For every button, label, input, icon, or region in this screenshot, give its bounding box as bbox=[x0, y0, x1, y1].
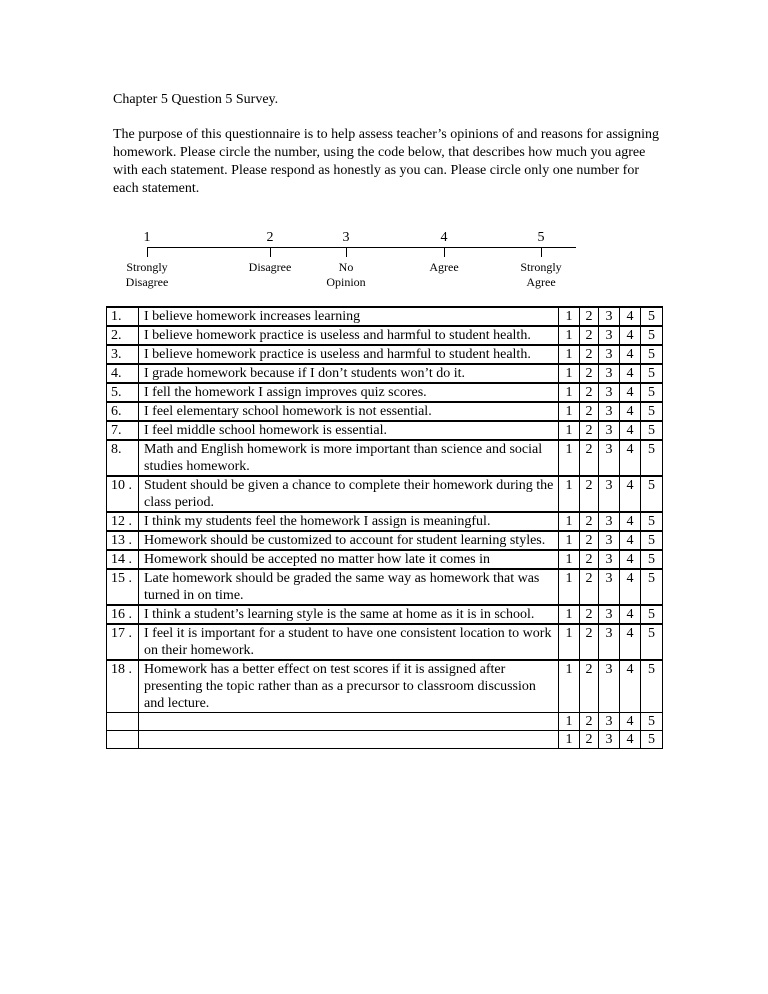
statement-text bbox=[139, 713, 559, 731]
table-row bbox=[107, 402, 663, 421]
rating-choice-2[interactable]: 2 bbox=[580, 364, 599, 383]
rating-choice-3[interactable]: 3 bbox=[599, 531, 620, 550]
table-row bbox=[107, 550, 663, 569]
statement-number: 7. bbox=[107, 421, 139, 440]
rating-choice-5[interactable]: 5 bbox=[641, 624, 663, 660]
scale-label-5: Strongly Agree bbox=[520, 260, 562, 289]
statement-number: 8. bbox=[107, 440, 139, 476]
table-row bbox=[107, 731, 663, 749]
rating-choice-1[interactable]: 1 bbox=[559, 326, 580, 345]
scale-number-5: 5 bbox=[537, 230, 545, 245]
rating-choice-1[interactable]: 1 bbox=[559, 364, 580, 383]
statement-text: I fell the homework I assign improves quiz scores. bbox=[139, 383, 559, 402]
rating-choice-2[interactable]: 2 bbox=[580, 605, 599, 624]
scale-tick-3 bbox=[346, 247, 347, 257]
scale-tick-4 bbox=[444, 247, 445, 257]
statement-number: 16 . bbox=[107, 605, 139, 624]
rating-choice-4[interactable]: 4 bbox=[620, 512, 641, 531]
rating-choice-3[interactable]: 3 bbox=[599, 383, 620, 402]
rating-choice-5[interactable]: 5 bbox=[641, 731, 663, 749]
rating-choice-3[interactable]: 3 bbox=[599, 476, 620, 512]
statement-number: 3. bbox=[107, 345, 139, 364]
table-row bbox=[107, 713, 663, 731]
rating-choice-5[interactable]: 5 bbox=[641, 476, 663, 512]
rating-choice-3[interactable]: 3 bbox=[599, 605, 620, 624]
statement-text: I believe homework practice is useless and harmful to student health. bbox=[139, 345, 559, 364]
rating-choice-1[interactable]: 1 bbox=[559, 660, 580, 713]
rating-choice-4[interactable]: 4 bbox=[620, 531, 641, 550]
statement-number: 4. bbox=[107, 364, 139, 383]
rating-choice-4[interactable]: 4 bbox=[620, 731, 641, 749]
rating-choice-2[interactable]: 2 bbox=[580, 421, 599, 440]
rating-choice-5[interactable]: 5 bbox=[641, 713, 663, 731]
statement-number: 1. bbox=[107, 307, 139, 326]
table-row bbox=[107, 512, 663, 531]
statement-text: Homework should be accepted no matter how late it comes in bbox=[139, 550, 559, 569]
survey-instructions: The purpose of this questionnaire is to help assess teacher’s opinions of and reasons for assigning homework. Please circle the number, using the code below, that describes how much you agree with each statement. Please respond as honestly as you can. Please circle only one number for each statement. bbox=[113, 127, 660, 196]
rating-choice-1[interactable]: 1 bbox=[559, 531, 580, 550]
table-row bbox=[107, 660, 663, 713]
rating-choice-5[interactable]: 5 bbox=[641, 550, 663, 569]
rating-choice-3[interactable]: 3 bbox=[599, 569, 620, 605]
statement-number: 18 . bbox=[107, 660, 139, 713]
rating-choice-1[interactable]: 1 bbox=[559, 307, 580, 326]
rating-choice-4[interactable]: 4 bbox=[620, 364, 641, 383]
rating-choice-5[interactable]: 5 bbox=[641, 660, 663, 713]
rating-choice-1[interactable]: 1 bbox=[559, 713, 580, 731]
table-row bbox=[107, 476, 663, 512]
rating-choice-4[interactable]: 4 bbox=[620, 569, 641, 605]
rating-choice-4[interactable]: 4 bbox=[620, 660, 641, 713]
rating-choice-3[interactable]: 3 bbox=[599, 731, 620, 749]
statement-number bbox=[107, 731, 139, 749]
rating-choice-2[interactable]: 2 bbox=[580, 440, 599, 476]
table-row bbox=[107, 364, 663, 383]
rating-choice-5[interactable]: 5 bbox=[641, 569, 663, 605]
scale-label-2: Disagree bbox=[248, 260, 292, 274]
statement-text: I grade homework because if I don’t students won’t do it. bbox=[139, 364, 559, 383]
statement-number: 14 . bbox=[107, 550, 139, 569]
rating-choice-4[interactable]: 4 bbox=[620, 383, 641, 402]
statement-number: 6. bbox=[107, 402, 139, 421]
table-row bbox=[107, 440, 663, 476]
rating-choice-1[interactable]: 1 bbox=[559, 421, 580, 440]
rating-choice-3[interactable]: 3 bbox=[599, 624, 620, 660]
statement-number bbox=[107, 713, 139, 731]
table-row bbox=[107, 421, 663, 440]
rating-choice-4[interactable]: 4 bbox=[620, 624, 641, 660]
rating-choice-2[interactable]: 2 bbox=[580, 731, 599, 749]
rating-choice-1[interactable]: 1 bbox=[559, 345, 580, 364]
rating-choice-1[interactable]: 1 bbox=[559, 383, 580, 402]
statement-text: I think my students feel the homework I assign is meaningful. bbox=[139, 512, 559, 531]
rating-scale bbox=[113, 230, 583, 292]
rating-choice-1[interactable]: 1 bbox=[559, 512, 580, 531]
rating-choice-2[interactable]: 2 bbox=[580, 531, 599, 550]
rating-choice-4[interactable]: 4 bbox=[620, 402, 641, 421]
statement-number: 15 . bbox=[107, 569, 139, 605]
scale-number-1: 1 bbox=[143, 230, 151, 245]
rating-choice-1[interactable]: 1 bbox=[559, 624, 580, 660]
rating-choice-5[interactable]: 5 bbox=[641, 307, 663, 326]
statement-number: 2. bbox=[107, 326, 139, 345]
rating-choice-2[interactable]: 2 bbox=[580, 345, 599, 364]
scale-tick-5 bbox=[541, 247, 542, 257]
scale-label-4: Agree bbox=[429, 260, 459, 274]
rating-choice-5[interactable]: 5 bbox=[641, 531, 663, 550]
table-row bbox=[107, 326, 663, 345]
statement-text: Math and English homework is more important than science and social studies homework. bbox=[139, 440, 559, 476]
rating-choice-5[interactable]: 5 bbox=[641, 605, 663, 624]
statement-text: I feel elementary school homework is not essential. bbox=[139, 402, 559, 421]
rating-choice-5[interactable]: 5 bbox=[641, 440, 663, 476]
scale-number-3: 3 bbox=[342, 230, 350, 245]
table-row bbox=[107, 624, 663, 660]
rating-choice-3[interactable]: 3 bbox=[599, 440, 620, 476]
statement-text: I feel it is important for a student to have one consistent location to work on their homework. bbox=[139, 624, 559, 660]
table-row bbox=[107, 345, 663, 364]
rating-choice-3[interactable]: 3 bbox=[599, 345, 620, 364]
scale-label-1: Strongly Disagree bbox=[125, 260, 169, 289]
rating-choice-5[interactable]: 5 bbox=[641, 364, 663, 383]
rating-choice-1[interactable]: 1 bbox=[559, 402, 580, 421]
statement-text: Late homework should be graded the same way as homework that was turned in on time. bbox=[139, 569, 559, 605]
rating-choice-3[interactable]: 3 bbox=[599, 512, 620, 531]
rating-choice-1[interactable]: 1 bbox=[559, 605, 580, 624]
rating-choice-5[interactable]: 5 bbox=[641, 421, 663, 440]
rating-choice-3[interactable]: 3 bbox=[599, 364, 620, 383]
scale-tick-1 bbox=[147, 247, 148, 257]
scale-label-3: No Opinion bbox=[326, 260, 366, 289]
rating-choice-2[interactable]: 2 bbox=[580, 660, 599, 713]
statement-text: I think a student’s learning style is the same at home as it is in school. bbox=[139, 605, 559, 624]
rating-choice-2[interactable]: 2 bbox=[580, 402, 599, 421]
table-row bbox=[107, 569, 663, 605]
rating-choice-5[interactable]: 5 bbox=[641, 512, 663, 531]
table-row bbox=[107, 383, 663, 402]
statement-text: I believe homework practice is useless and harmful to student health. bbox=[139, 326, 559, 345]
statement-text: Student should be given a chance to complete their homework during the class period. bbox=[139, 476, 559, 512]
rating-choice-4[interactable]: 4 bbox=[620, 326, 641, 345]
statement-number: 12 . bbox=[107, 512, 139, 531]
table-row bbox=[107, 531, 663, 550]
statement-text: I believe homework increases learning bbox=[139, 307, 559, 326]
rating-choice-2[interactable]: 2 bbox=[580, 624, 599, 660]
scale-number-4: 4 bbox=[440, 230, 448, 245]
scale-tick-2 bbox=[270, 247, 271, 257]
rating-choice-1[interactable]: 1 bbox=[559, 550, 580, 569]
rating-choice-2[interactable]: 2 bbox=[580, 476, 599, 512]
rating-choice-4[interactable]: 4 bbox=[620, 605, 641, 624]
rating-choice-2[interactable]: 2 bbox=[580, 512, 599, 531]
rating-choice-4[interactable]: 4 bbox=[620, 345, 641, 364]
rating-choice-5[interactable]: 5 bbox=[641, 383, 663, 402]
rating-choice-5[interactable]: 5 bbox=[641, 402, 663, 421]
statement-text: Homework should be customized to account for student learning styles. bbox=[139, 531, 559, 550]
rating-choice-3[interactable]: 3 bbox=[599, 660, 620, 713]
rating-choice-5[interactable]: 5 bbox=[641, 326, 663, 345]
statement-text bbox=[139, 731, 559, 749]
rating-choice-2[interactable]: 2 bbox=[580, 569, 599, 605]
rating-choice-4[interactable]: 4 bbox=[620, 713, 641, 731]
rating-choice-1[interactable]: 1 bbox=[559, 440, 580, 476]
statement-number: 10 . bbox=[107, 476, 139, 512]
rating-choice-2[interactable]: 2 bbox=[580, 307, 599, 326]
statement-text: Homework has a better effect on test scores if it is assigned after presenting the topic rather than as a precursor to classroom discussion and lecture. bbox=[139, 660, 559, 713]
rating-choice-5[interactable]: 5 bbox=[641, 345, 663, 364]
statement-text: I feel middle school homework is essential. bbox=[139, 421, 559, 440]
rating-choice-2[interactable]: 2 bbox=[580, 383, 599, 402]
rating-choice-4[interactable]: 4 bbox=[620, 550, 641, 569]
rating-choice-3[interactable]: 3 bbox=[599, 402, 620, 421]
rating-choice-1[interactable]: 1 bbox=[559, 569, 580, 605]
statement-number: 17 . bbox=[107, 624, 139, 660]
rating-choice-1[interactable]: 1 bbox=[559, 731, 580, 749]
scale-number-2: 2 bbox=[266, 230, 274, 245]
rating-choice-2[interactable]: 2 bbox=[580, 326, 599, 345]
rating-choice-4[interactable]: 4 bbox=[620, 476, 641, 512]
rating-choice-4[interactable]: 4 bbox=[620, 440, 641, 476]
survey-title: Chapter 5 Question 5 Survey. bbox=[113, 92, 279, 107]
scale-axis-line bbox=[147, 247, 576, 248]
rating-choice-4[interactable]: 4 bbox=[620, 421, 641, 440]
rating-choice-3[interactable]: 3 bbox=[599, 421, 620, 440]
statement-number: 13 . bbox=[107, 531, 139, 550]
rating-choice-3[interactable]: 3 bbox=[599, 550, 620, 569]
rating-choice-4[interactable]: 4 bbox=[620, 307, 641, 326]
rating-choice-2[interactable]: 2 bbox=[580, 713, 599, 731]
rating-choice-3[interactable]: 3 bbox=[599, 326, 620, 345]
table-row bbox=[107, 605, 663, 624]
survey-table bbox=[106, 306, 663, 749]
table-row bbox=[107, 307, 663, 326]
statement-number: 5. bbox=[107, 383, 139, 402]
rating-choice-3[interactable]: 3 bbox=[599, 307, 620, 326]
rating-choice-1[interactable]: 1 bbox=[559, 476, 580, 512]
rating-choice-2[interactable]: 2 bbox=[580, 550, 599, 569]
rating-choice-3[interactable]: 3 bbox=[599, 713, 620, 731]
